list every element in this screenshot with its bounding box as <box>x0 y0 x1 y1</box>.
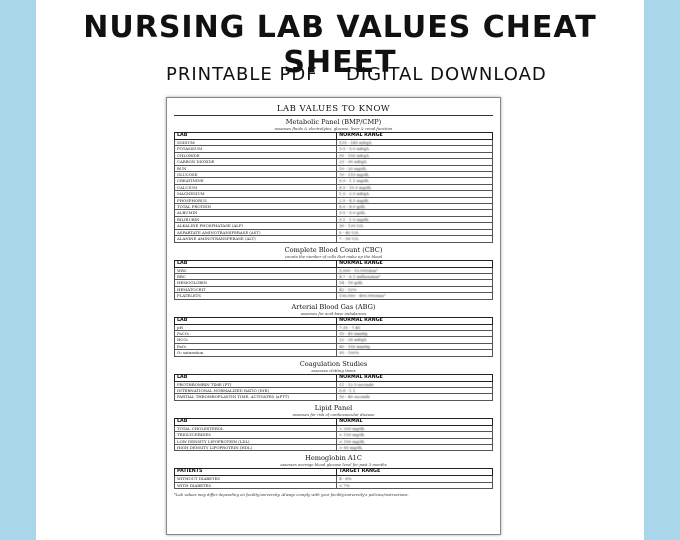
cheat-sheet-preview <box>166 97 501 535</box>
lab-range-value: 0.5 - 1.1 mg/dL <box>337 178 493 184</box>
lab-range-value: 135 - 145 mEq/L <box>337 140 493 146</box>
lab-name: CHLORIDE <box>175 152 337 158</box>
lab-name: HCO₃ <box>175 337 337 343</box>
table-row <box>175 394 493 400</box>
section-subtitle: counts the number of cells that make up the blood <box>284 253 383 259</box>
lab-range-value: 4 - 6% <box>337 476 493 482</box>
lab-name: CALCIUM <box>175 184 337 190</box>
section-title: Coagulation Studies <box>299 359 368 368</box>
column-header: NORMAL RANGE <box>337 374 493 381</box>
section-title: Hemoglobin A1C <box>305 454 362 463</box>
lab-table <box>174 317 493 357</box>
lab-table <box>174 418 493 452</box>
lab-name: WITH DIABETES <box>175 482 337 488</box>
lab-range-value: 23 - 30 mEq/L <box>337 159 493 165</box>
column-header: NORMAL <box>337 418 493 425</box>
table-header-row <box>175 317 493 324</box>
lab-name: WBC <box>175 267 337 273</box>
banner-subtitle-download: DIGITAL DOWNLOAD <box>346 64 547 85</box>
section-subtitle: assesses for risk of cardiovascular disease <box>292 411 375 417</box>
table-row <box>175 293 493 299</box>
right-border-strip <box>644 0 680 540</box>
lab-range-value: 7.35 - 7.45 <box>337 324 493 330</box>
lab-name: WITHOUT DIABETES <box>175 476 337 482</box>
column-header: LAB <box>175 260 337 267</box>
lab-name: O₂ saturation <box>175 350 337 356</box>
lab-range-value: 3.5 - 5.0 mEq/L <box>337 146 493 152</box>
lab-range-value: 2.5 - 4.5 mg/dL <box>337 197 493 203</box>
lab-table <box>174 468 493 489</box>
lab-range-value: 35 - 45 mmHg <box>337 330 493 336</box>
lab-name: TRIGLYCERIDES <box>175 432 337 438</box>
lab-name: TOTAL PROTEIN <box>175 204 337 210</box>
lab-name: INTERNATIONAL NORMALIZED RATIO (INR) <box>175 387 337 393</box>
lab-name: HEMATOCRIT <box>175 286 337 292</box>
lab-range-value: > 60 mg/dL <box>337 445 493 451</box>
lab-name: ASPARTATE AMINOTRANSFERASE (AST) <box>175 229 337 235</box>
table-header-row <box>175 133 493 140</box>
lab-range-value: 7 - 56 U/L <box>337 236 493 242</box>
section-subtitle: assesses fluids & electrolytes, glucose, liver & renal function <box>274 126 393 131</box>
lab-name: MAGNESIUM <box>175 191 337 197</box>
table-header-row <box>175 260 493 267</box>
lab-range-value: 42 - 52% <box>337 286 493 292</box>
lab-range-value: 10 - 20 mg/dL <box>337 165 493 171</box>
table-row <box>175 236 493 242</box>
section-subtitle: assesses for acid-base imbalances <box>300 310 367 316</box>
footnote: *Lab values may differ depending on facility/university. Always comply with your facility/university's policies/instructions. <box>174 492 409 498</box>
lab-name: HEMOGLOBIN <box>175 280 337 286</box>
lab-name: CARBON DIOXIDE <box>175 159 337 165</box>
lab-range-value: 4.7 - 6.1 million/mm³ <box>337 273 493 279</box>
section-subtitle: assesses clotting times <box>311 367 356 373</box>
column-header: LAB <box>175 374 337 381</box>
lab-name: BILIRUBIN <box>175 216 337 222</box>
column-header: NORMAL RANGE <box>337 133 493 140</box>
lab-range-value: 8.5 - 10.5 mg/dL <box>337 184 493 190</box>
lab-name: PHOSPHORUS <box>175 197 337 203</box>
lab-range-value: 6.0 - 8.0 g/dL <box>337 204 493 210</box>
section-title: Lipid Panel <box>314 403 353 412</box>
section-subtitle: assesses average blood glucose level for past 3 months <box>280 462 387 468</box>
lab-range-value: 14 - 18 g/dL <box>337 280 493 286</box>
lab-name: CREATININE <box>175 178 337 184</box>
lab-name: PROTHROMBIN TIME (PT) <box>175 381 337 387</box>
section-title: Complete Blood Count (CBC) <box>284 245 383 254</box>
lab-name: PaO₂ <box>175 343 337 349</box>
lab-range-value: 3.5 - 5.0 g/dL <box>337 210 493 216</box>
lab-name: GLUCOSE <box>175 172 337 178</box>
table-header-row <box>175 374 493 381</box>
lab-name: LOW DENSITY LIPOPROTEIN (LDL) <box>175 438 337 444</box>
lab-name: TOTAL CHOLESTEROL <box>175 425 337 431</box>
document-title: LAB VALUES TO KNOW <box>174 104 493 116</box>
column-header: LAB <box>175 133 337 140</box>
lab-range-value: 1.5 - 2.5 mEq/L <box>337 191 493 197</box>
table-row <box>175 445 493 451</box>
lab-name: RBC <box>175 273 337 279</box>
banner-subtitle-printable: PRINTABLE PDF <box>166 64 318 85</box>
lab-name: ALBUMIN <box>175 210 337 216</box>
sheet-content <box>174 104 493 497</box>
lab-range-value: 11 - 12.5 seconds <box>337 381 493 387</box>
left-border-strip <box>0 0 36 540</box>
lab-name: BUN <box>175 165 337 171</box>
lab-range-value: 95 - 100% <box>337 350 493 356</box>
lab-range-value: < 7% <box>337 482 493 488</box>
lab-name: HIGH DENSITY LIPOPROTEIN (HDL) <box>175 445 337 451</box>
column-header: TARGET RANGE <box>337 469 493 476</box>
lab-range-value: 22 - 26 mEq/L <box>337 337 493 343</box>
table-row <box>175 350 493 356</box>
lab-name: ALKALINE PHOSPHATASE (ALP) <box>175 223 337 229</box>
lab-range-value: 0.1 - 1.0 mg/dL <box>337 216 493 222</box>
lab-name: PARTIAL THROMBOPLASTIN TIME, ACTIVATED (aPTT) <box>175 394 337 400</box>
column-header: LAB <box>175 317 337 324</box>
lab-table <box>174 260 493 300</box>
section-title: Arterial Blood Gas (ABG) <box>291 302 376 311</box>
lab-range-value: 70 - 110 mg/dL <box>337 172 493 178</box>
column-header: PATIENTS <box>175 469 337 476</box>
column-header: NORMAL RANGE <box>337 260 493 267</box>
column-header: LAB <box>175 418 337 425</box>
lab-range-value: 0 - 40 U/L <box>337 229 493 235</box>
lab-range-value: 95 - 105 mEq/L <box>337 152 493 158</box>
lab-name: PaCO₂ <box>175 330 337 336</box>
lab-table <box>174 374 493 401</box>
lab-range-value: 0.8 - 1.1 <box>337 387 493 393</box>
table-header-row <box>175 418 493 425</box>
lab-range-value: 80 - 100 mmHg <box>337 343 493 349</box>
column-header: NORMAL RANGE <box>337 317 493 324</box>
lab-name: SODIUM <box>175 140 337 146</box>
lab-range-value: 150,000 - 400,000/mm³ <box>337 293 493 299</box>
table-header-row <box>175 469 493 476</box>
lab-range-value: < 100 mg/dL <box>337 438 493 444</box>
lab-sections <box>174 118 493 489</box>
table-row <box>175 482 493 488</box>
lab-range-value: < 200 mg/dL <box>337 425 493 431</box>
section-title: Metabolic Panel (BMP/CMP) <box>285 118 382 126</box>
lab-table <box>174 132 493 243</box>
lab-name: POTASSIUM <box>175 146 337 152</box>
lab-range-value: < 150 mg/dL <box>337 432 493 438</box>
banner-title: NURSING LAB VALUES CHEAT SHEET <box>83 10 597 80</box>
lab-name: PLATELETS <box>175 293 337 299</box>
lab-name: pH <box>175 324 337 330</box>
lab-range-value: 30 - 120 U/L <box>337 223 493 229</box>
lab-range-value: 5,000 - 10,000/mm³ <box>337 267 493 273</box>
lab-range-value: 30 - 40 seconds <box>337 394 493 400</box>
lab-name: ALANINE AMINOTRANSFERASE (ALT) <box>175 236 337 242</box>
